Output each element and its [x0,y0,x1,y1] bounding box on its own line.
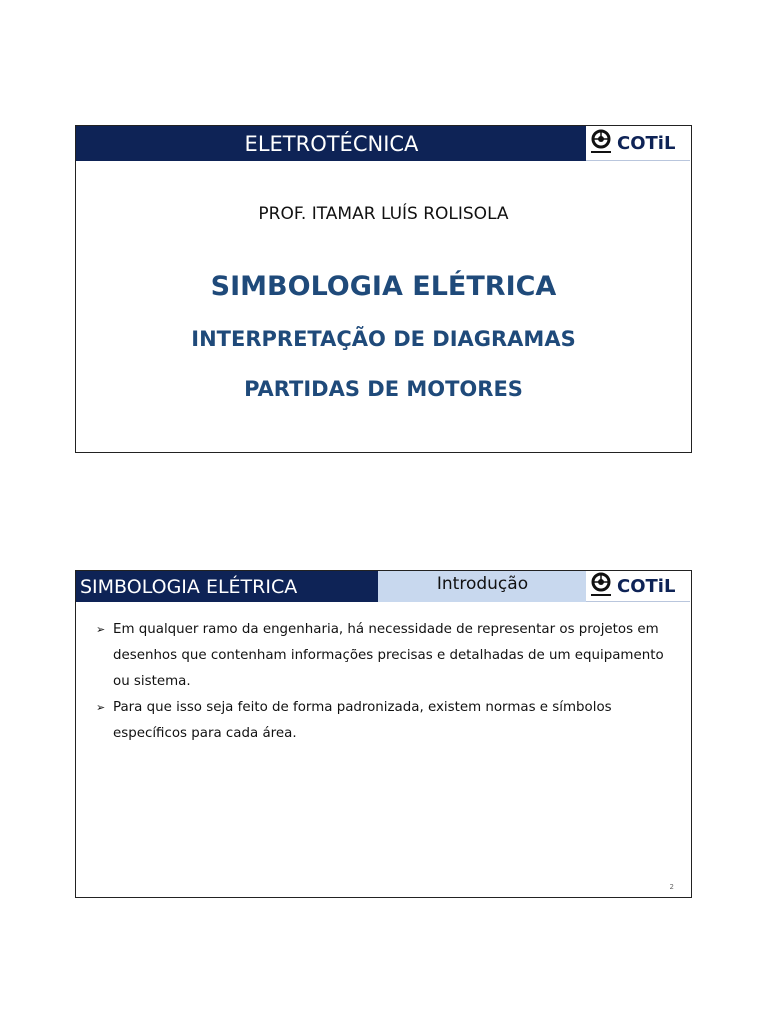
arrowhead-bullet-icon: ➢ [96,623,106,636]
logo-text: COTiL [617,132,676,154]
slide-header: SIMBOLOGIA ELÉTRICA [76,571,378,602]
bullet-text: Em qualquer ramo da engenharia, há necessidade de representar os projetos em desenhos que contenham informações precisas e detalhadas de um equipamento ou sistema. [113,622,664,689]
unicamp-emblem-icon [589,571,613,601]
list-item [96,695,676,747]
bullet-list [96,617,676,747]
cotil-logo [586,571,690,602]
bullet-text: Para que isso seja feito de forma padronizada, existem normas e símbolos específicos para cada área. [113,700,612,741]
page-number: 2 [669,883,674,891]
section-label: Introdução [378,571,587,602]
logo-text: COTiL [617,575,676,597]
cotil-logo [586,126,690,161]
slide-header: ELETROTÉCNICA [76,126,587,161]
slide-subtitle-diagrams: INTERPRETAÇÃO DE DIAGRAMAS [191,327,576,351]
slide-subtitle-motors: PARTIDAS DE MOTORES [244,377,523,401]
unicamp-emblem-icon [589,128,613,158]
intro-slide [75,570,692,898]
author-line: PROF. ITAMAR LUÍS ROLISOLA [258,204,509,224]
list-item [96,617,676,695]
arrowhead-bullet-icon: ➢ [96,701,106,714]
slide-title: SIMBOLOGIA ELÉTRICA [210,271,557,302]
title-slide [75,125,692,453]
